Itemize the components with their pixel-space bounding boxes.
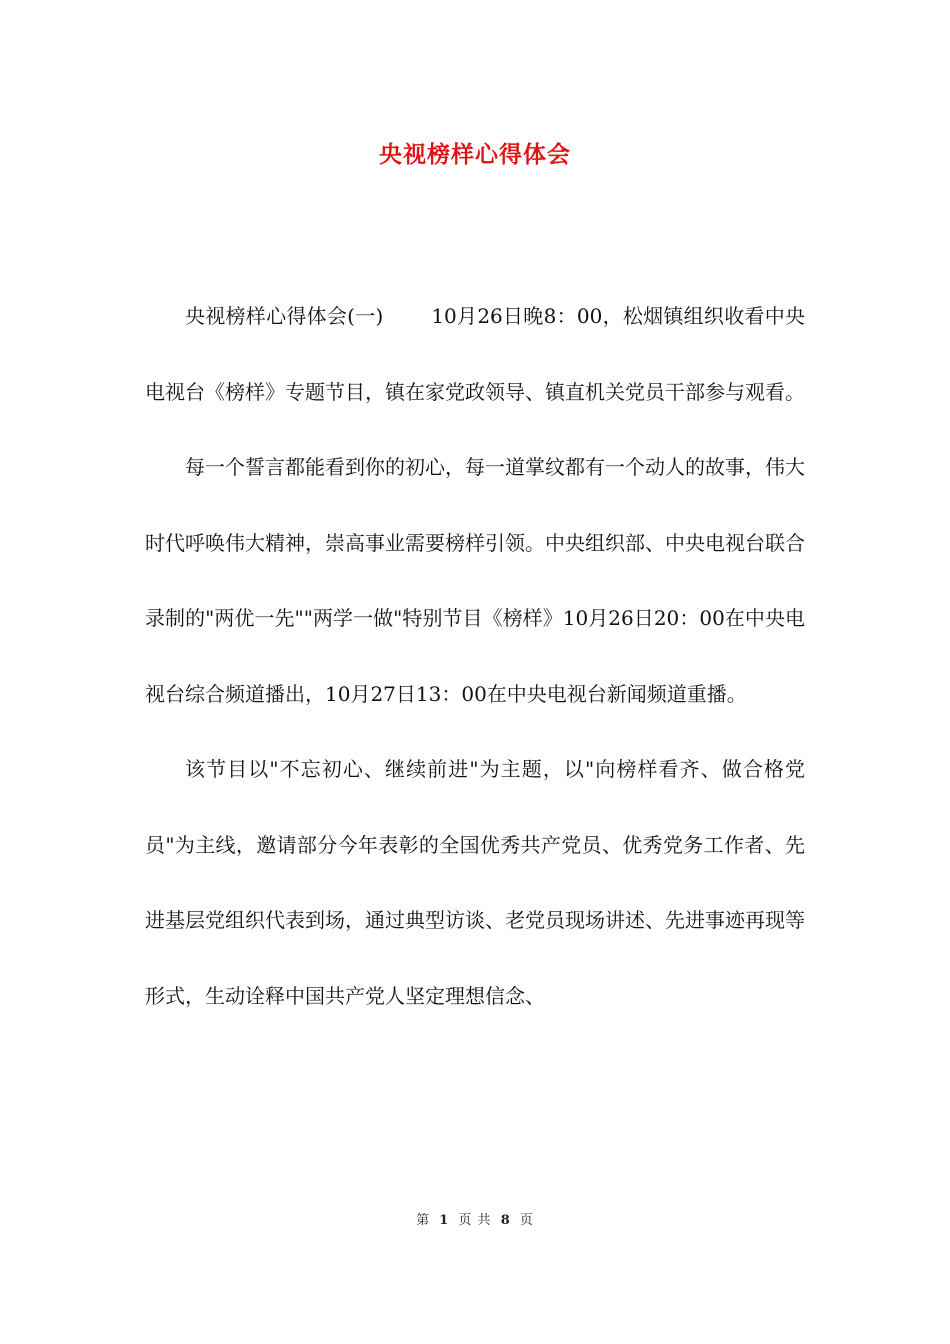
paragraph bbox=[145, 279, 805, 430]
footer-prefix: 第 bbox=[416, 1213, 431, 1228]
document-title: 央视榜样心得体会 bbox=[379, 141, 571, 168]
paragraph-text: 10月26日晚8：00，松烟镇组织收看中央电视台《榜样》专题节目，镇在家党政领导、镇直机关党员干部参与观看。 bbox=[145, 304, 806, 404]
document-body bbox=[145, 279, 805, 1034]
current-page-number: 1 bbox=[439, 1213, 450, 1228]
paragraph-lead: 央视榜样心得体会(一) bbox=[185, 304, 384, 328]
paragraph-text: 该节目以"不忘初心、继续前进"为主题，以"向榜样看齐、做合格党员"为主线，邀请部分今年表彰的全国优秀共产党员、优秀党务工作者、先进基层党组织代表到场，通过典型访谈、老党员现场讲述、先进事迹再现等形式，生动诠释中国共产党人坚定理想信念、 bbox=[145, 757, 805, 1008]
footer-middle: 页 共 bbox=[458, 1213, 492, 1228]
paragraph-text: 每一个誓言都能看到你的初心，每一道掌纹都有一个动人的故事，伟大时代呼唤伟大精神，崇高事业需要榜样引领。中央组织部、中央电视台联合录制的"两优一先""两学一做"特别节目《榜样》10月26日20：00在中央电视台综合频道播出，10月27日13：00在中央电视台新闻频道重播。 bbox=[145, 455, 805, 706]
footer-suffix: 页 bbox=[519, 1213, 534, 1228]
paragraph bbox=[145, 732, 805, 1034]
total-pages-number: 8 bbox=[500, 1213, 511, 1228]
page-number-footer bbox=[0, 1209, 950, 1228]
paragraph bbox=[145, 430, 805, 732]
